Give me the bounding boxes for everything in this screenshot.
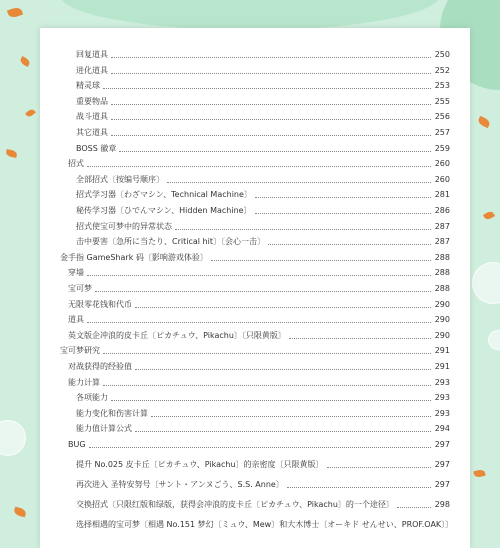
toc-entry-title: 精灵球 xyxy=(76,81,100,91)
toc-entry[interactable] xyxy=(40,358,470,372)
toc-entry-title: 重要物品 xyxy=(76,96,108,106)
toc-dot-leader xyxy=(111,400,431,401)
toc-page-number: 297 xyxy=(434,480,450,489)
toc-entry[interactable] xyxy=(40,155,470,169)
toc-entry-title: 战斗道具 xyxy=(76,112,108,122)
toc-entry[interactable] xyxy=(40,249,470,263)
orange-leaf-decoration xyxy=(473,469,485,479)
toc-page-number: 281 xyxy=(434,190,450,200)
toc-entry[interactable] xyxy=(40,456,470,470)
toc-entry-title: 提升 No.025 皮卡丘〔ピカチュウ、Pikachu〕的亲密度〔只限黄版〕 xyxy=(76,460,324,469)
toc-dot-leader xyxy=(135,431,431,432)
toc-page-number: 250 xyxy=(434,50,450,59)
toc-entry[interactable] xyxy=(40,436,470,450)
orange-leaf-decoration xyxy=(25,108,36,118)
orange-leaf-decoration xyxy=(7,6,23,19)
toc-dot-leader xyxy=(111,135,431,136)
toc-dot-leader xyxy=(87,275,431,276)
toc-entry[interactable] xyxy=(40,327,470,341)
orange-leaf-decoration xyxy=(477,116,491,128)
toc-entry[interactable] xyxy=(40,202,470,216)
toc-page-number: 260 xyxy=(434,174,450,184)
toc-entry[interactable] xyxy=(40,389,470,403)
toc-entry-title: 宝可梦研究 xyxy=(60,346,100,356)
toc-entry-title: 能力变化和伤害计算 xyxy=(76,408,148,418)
toc-dot-leader xyxy=(87,322,431,323)
document-page xyxy=(40,28,470,548)
toc-page-number: 259 xyxy=(434,143,450,153)
orange-leaf-decoration xyxy=(5,149,17,158)
toc-page-number: 290 xyxy=(434,315,450,325)
toc-dot-leader xyxy=(289,338,431,339)
toc-entry-title: BOSS 徽章 xyxy=(76,143,117,153)
toc-entry-title: 再次进入 圣特安努号〔サント・アンヌごう、S.S. Anne〕 xyxy=(76,480,284,489)
toc-dot-leader xyxy=(95,291,431,292)
water-bubble-decoration xyxy=(488,330,500,350)
toc-entry[interactable] xyxy=(40,124,470,138)
water-bubble-decoration xyxy=(0,420,26,456)
toc-page-number: 293 xyxy=(434,408,450,418)
orange-leaf-decoration xyxy=(483,210,495,221)
toc-page-number: 252 xyxy=(434,65,450,75)
toc-page-number: 288 xyxy=(434,268,450,278)
toc-page-number: 288 xyxy=(434,252,450,262)
toc-entry[interactable] xyxy=(40,405,470,419)
toc-page-number: 294 xyxy=(434,424,450,434)
toc-entry[interactable] xyxy=(40,280,470,294)
toc-entry[interactable] xyxy=(40,342,470,356)
toc-page-number: 293 xyxy=(434,377,450,387)
toc-entry-title: 回复道具 xyxy=(76,50,108,59)
toc-page-number: 293 xyxy=(434,393,450,403)
toc-dot-leader xyxy=(167,182,431,183)
toc-dot-leader xyxy=(135,369,431,370)
toc-entry[interactable] xyxy=(40,233,470,247)
toc-dot-leader xyxy=(111,104,431,105)
orange-leaf-decoration xyxy=(13,507,27,518)
toc-entry-title: 道具 xyxy=(68,315,84,325)
toc-entry[interactable] xyxy=(40,77,470,91)
toc-entry-title: 无限零花钱和代币 xyxy=(68,299,132,309)
toc-entry[interactable] xyxy=(40,140,470,154)
toc-dot-leader xyxy=(268,244,431,245)
toc-entry[interactable] xyxy=(40,186,470,200)
toc-entry-title: 选择相遇的宝可梦〔相遇 No.151 梦幻〔ミュウ、Mew〕和大木博士〔オーキド せんせい、PROF.OAK〕〕 xyxy=(76,520,454,529)
toc-entry[interactable] xyxy=(40,62,470,76)
toc-dot-leader xyxy=(111,73,431,74)
toc-entry[interactable] xyxy=(40,476,470,490)
toc-page-number: 256 xyxy=(434,112,450,122)
toc-dot-leader xyxy=(89,447,431,448)
toc-dot-leader xyxy=(175,229,431,230)
toc-dot-leader xyxy=(103,385,431,386)
toc-entry-title: 其它道具 xyxy=(76,128,108,137)
toc-entry-title: 穿墙 xyxy=(68,268,84,278)
toc-entry-title: 全部招式〔按编号顺序〕 xyxy=(76,174,164,184)
toc-page-number: 286 xyxy=(434,206,450,215)
toc-entry-title: 击中要害〔急所に当たり、Critical hit〕〔会心一击〕 xyxy=(76,237,265,247)
toc-entry-title: BUG xyxy=(68,440,86,449)
toc-page-number: 260 xyxy=(434,159,450,169)
toc-dot-leader xyxy=(103,88,431,89)
toc-entry[interactable] xyxy=(40,93,470,107)
toc-entry[interactable] xyxy=(40,496,470,510)
toc-page-number: 298 xyxy=(434,500,450,509)
toc-dot-leader xyxy=(111,57,431,58)
toc-page-number: 297 xyxy=(434,440,450,449)
toc-dot-leader xyxy=(327,467,431,468)
toc-entry-title: 宝可梦 xyxy=(68,284,92,293)
toc-dot-leader xyxy=(255,213,431,214)
toc-page-number: 255 xyxy=(434,96,450,106)
toc-dot-leader xyxy=(135,307,431,308)
toc-entry[interactable] xyxy=(40,311,470,325)
toc-entry-title: 对战获得的经验值 xyxy=(68,362,132,371)
toc-entry-title: 各项能力 xyxy=(76,393,108,403)
toc-entry-title: 英文版企冲浪的皮卡丘〔ピカチュウ、Pikachu〕〔只限黄版〕 xyxy=(68,330,286,340)
toc-dot-leader xyxy=(211,260,431,261)
toc-dot-leader xyxy=(287,487,431,488)
toc-page-number: 297 xyxy=(434,460,450,469)
toc-entry[interactable] xyxy=(40,296,470,310)
toc-page-number: 288 xyxy=(434,284,450,293)
toc-entry-title: 进化道具 xyxy=(76,65,108,75)
toc-page-number: 287 xyxy=(434,237,450,247)
toc-dot-leader xyxy=(119,151,431,152)
toc-entry-title: 招式使宝可梦中的异常状态 xyxy=(76,221,172,231)
toc-entry[interactable] xyxy=(40,171,470,185)
toc-page-number: 257 xyxy=(434,128,450,137)
toc-entry-title: 秘传学习器〔ひでんマシン、Hidden Machine〕 xyxy=(76,206,252,215)
toc-entry-title: 金手指 GameShark 码〔影响游戏体验〕 xyxy=(60,252,208,262)
toc-dot-leader xyxy=(111,119,431,120)
background-blob-top xyxy=(60,0,440,30)
toc-page-number: 291 xyxy=(434,362,450,371)
toc-entry-title: 能力计算 xyxy=(68,377,100,387)
orange-leaf-decoration xyxy=(19,56,31,67)
toc-entry-title: 招式 xyxy=(68,159,84,169)
toc-entry[interactable] xyxy=(40,264,470,278)
toc-page-number: 287 xyxy=(434,221,450,231)
toc-page-number: 291 xyxy=(434,346,450,356)
toc-entry-title: 交换招式〔只限红版和绿版，获得会冲浪的皮卡丘〔ピカチュウ、Pikachu〕的一个途径〕 xyxy=(76,500,394,509)
toc-dot-leader xyxy=(255,197,431,198)
toc-page-number: 290 xyxy=(434,330,450,340)
toc-dot-leader xyxy=(397,507,431,508)
toc-dot-leader xyxy=(103,353,431,354)
toc-entry[interactable] xyxy=(40,108,470,122)
toc-page-number: 253 xyxy=(434,81,450,91)
toc-dot-leader xyxy=(151,416,431,417)
toc-entry-title: 招式学习器〔わざマシン、Technical Machine〕 xyxy=(76,190,252,200)
toc-entry[interactable] xyxy=(40,420,470,434)
toc-entry[interactable] xyxy=(40,46,470,60)
toc-entry[interactable] xyxy=(40,374,470,388)
toc-dot-leader xyxy=(87,166,431,167)
water-bubble-decoration xyxy=(472,262,500,304)
toc-page-number: 290 xyxy=(434,299,450,309)
toc-entry[interactable] xyxy=(40,218,470,232)
toc-entry-title: 能力值计算公式 xyxy=(76,424,132,434)
